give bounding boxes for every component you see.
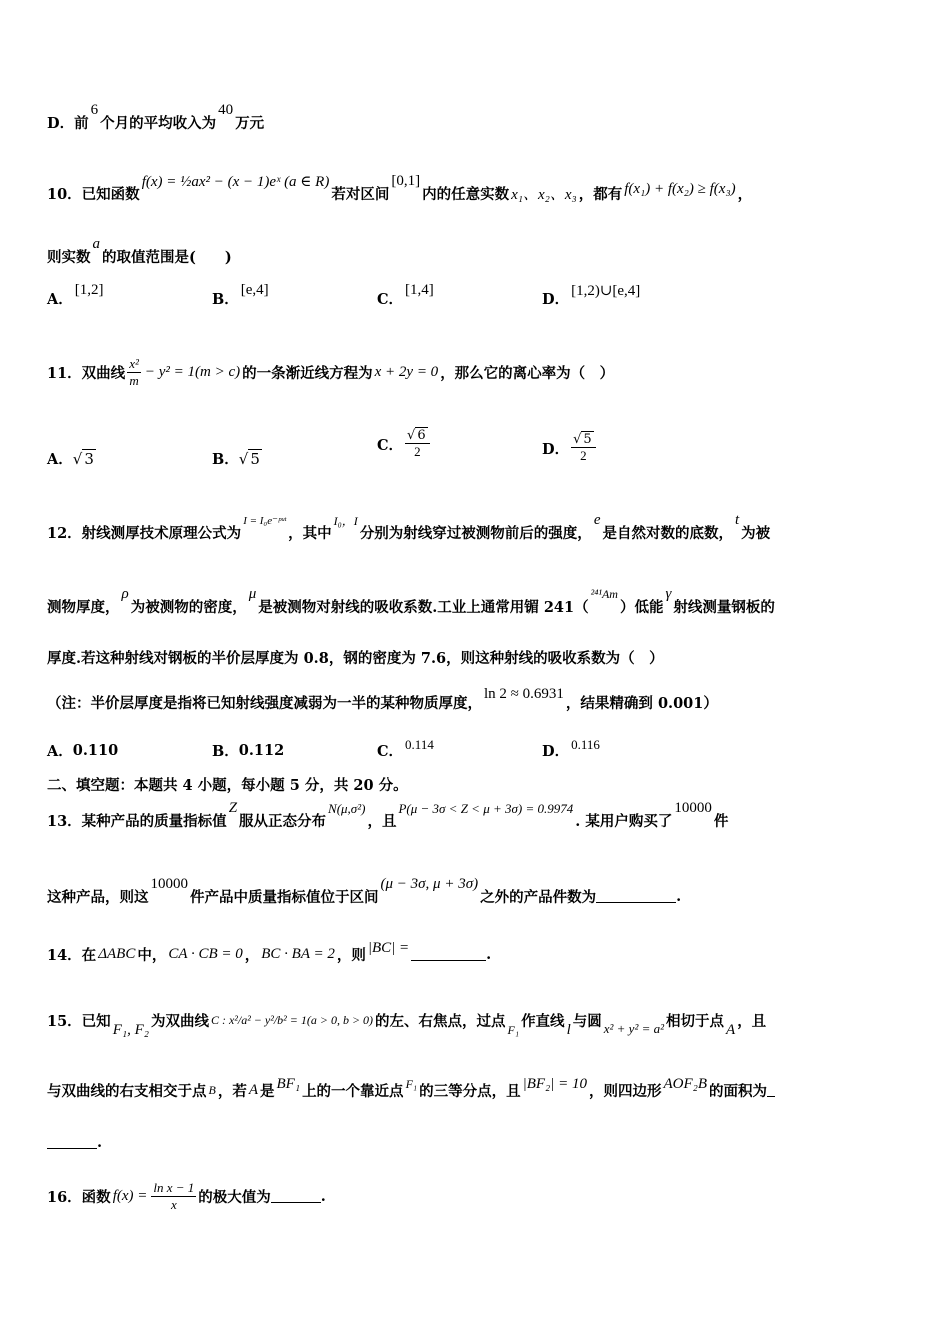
q9-d-months: 6 [90,102,99,118]
q12-vars: I₀，I [333,514,358,528]
q12-l2a: 测物厚度， [47,599,120,616]
q10-interval: [0,1] [391,173,421,189]
q14-stem [47,940,910,965]
q10-var-a: a [92,236,100,252]
q12-l2b: 为被测物的密度， [130,599,247,616]
q13-text-3: . 某用户购买了 [575,813,673,830]
q13-dist: N(μ,σ²) [328,800,366,816]
q13-z: Z [228,800,238,816]
q12-a-label: A． [47,743,73,760]
q11-b-value: 5 [250,449,260,468]
q14-text-2: ，则 [336,947,366,964]
q12-c-label: C． [377,743,404,760]
q13-l2a: 这种产品，则这 [47,889,149,906]
q11-b-sqrt: √ 5 [238,449,260,468]
q15-number: 15．已知 [47,1013,111,1030]
q13-text-2: ，且 [367,813,397,830]
q16-stem [47,1180,910,1213]
q11-c-label: C． [377,436,404,454]
q14-sep: ， [244,947,260,964]
q10-c-label: C． [377,291,404,308]
q10-c-value: [1,4] [405,282,434,298]
q14-number: 14．在 [47,947,97,964]
q11-frac-num: x² [129,356,139,371]
q11-d-den: 2 [580,448,587,463]
q13-l2b: 件产品中质量指标值位于区间 [190,889,379,906]
q16-frac-num: ln x − 1 [153,1180,195,1195]
q11-d-frac [571,432,596,464]
q11-fraction [127,356,141,389]
q15-foci: F₁, F₂ [112,1022,149,1038]
q12-formula: I = I₀e⁻ᵖᵘᵗ [243,515,287,527]
q16-number: 16．函数 [47,1189,111,1206]
q11-frac-den: m [129,373,139,388]
q12-stem [47,512,910,543]
q10-option-d[interactable] [542,283,642,309]
q16-lhs: f(x) = [112,1188,148,1204]
q11-option-a[interactable] [47,448,96,469]
q13-l2c: 之外的产品件数为 [480,889,597,906]
q13-answer-blank[interactable] [596,890,676,903]
q11-number: 11．双曲线 [47,365,126,382]
q13-text-1: 服从正态分布 [239,813,327,830]
q12-am: ²⁴¹Am [590,587,618,601]
q14-text-1: 中， [137,947,167,964]
q9-d-text: 个月的平均收入为 [100,115,217,132]
q13-number: 13．某种产品的质量指标值 [47,813,227,830]
q15-circle: x² + y² = a² [603,1020,665,1036]
q10-stem-line2 [47,236,910,267]
q13-line2 [47,876,910,907]
q12-d-label: D． [542,743,570,760]
q15-l2f: ，则四边形 [589,1083,662,1100]
q10-function: f(x) = ½ax² − (x − 1)eˣ (a ∈ R) [141,174,330,190]
q14-answer-blank[interactable] [411,948,486,961]
q12-l2c: 是被测物对射线的吸收系数.工业上通常用镅 241（ [258,599,589,616]
q10-stem [47,173,910,204]
q14-eq2: BC · BA = 2 [261,946,335,962]
q11-a-label: A． [47,451,73,468]
q15-text-4: 与圆 [572,1013,602,1030]
q11-d-label: D． [542,440,570,458]
q9-option-d [47,102,910,133]
q12-l4a: （注：半价层厚度是指将已知射线强度减弱为一半的某种物质厚度， [47,695,482,712]
q11-c-num-val: 6 [417,428,426,443]
q15-text-3: 作直线 [521,1013,565,1030]
q12-l3: 厚度.若这种射线对钢板的半价层厚度为 0.8，钢的密度为 7.6，则这种射线的吸收系数为（ ） [47,650,664,667]
q12-line2 [47,586,910,617]
q13-range: (μ − 3σ, μ + 3σ) [380,876,479,892]
q10-b-value: [e,4] [240,282,269,298]
q12-option-a[interactable] [47,740,118,761]
q12-line4 [47,686,910,713]
q10-option-c[interactable] [377,282,436,309]
q13-n2: 10000 [150,876,188,892]
q11-stem [47,356,910,389]
q10-line2b: 的取值范围是( ) [102,249,232,266]
q15-l2c: 是 [260,1083,275,1100]
q11-text-2: ，那么它的离心率为（ ） [440,365,615,382]
q11-option-c[interactable] [377,428,432,460]
q13-n1: 10000 [674,800,712,816]
q12-option-b[interactable] [212,740,284,761]
q11-option-d[interactable] [542,432,598,464]
q11-c-den: 2 [414,444,421,459]
q9-d-income: 40 [218,102,234,118]
q12-rho: ρ [121,586,129,602]
q15-point-a: A [726,1022,736,1038]
section-2-title: 二、填空题：本题共 4 小题，每小题 5 分，共 20 分。 [47,777,408,794]
q15-f1: F₁ [507,1023,520,1037]
q11-text-1: 的一条渐近线方程为 [242,365,373,382]
q11-d-num-val: 5 [583,432,592,447]
q15-l2e: 的三等分点，且 [419,1083,521,1100]
q15-bf1: BF₁ [276,1076,301,1092]
q12-number: 12．射线测厚技术原理公式为 [47,525,242,542]
q11-a-sqrt: √ 3 [72,449,94,468]
q15-quad: AOF₂B [663,1076,708,1092]
q12-text-4: 为被 [741,525,771,542]
q9-d-label: D．前 [47,115,89,132]
q15-answer-blank[interactable] [47,1136,97,1149]
q15-l2a: 与双曲线的右支相交于点 [47,1083,207,1100]
q12-t: t [734,512,740,528]
q10-vars: x₁、x₂、x₃ [511,187,577,203]
q11-option-b[interactable] [212,448,262,469]
q10-inequality: f(x₁) + f(x₂) ≥ f(x₃) [624,181,736,197]
q15-text-2: 的左、右焦点，过点 [375,1013,506,1030]
q13-prob: P(μ − 3σ < Z < μ + 3σ) = 0.9974 [398,800,574,816]
q10-a-label: A． [47,291,73,308]
q16-answer-blank[interactable] [271,1190,321,1203]
q15-point-a2: A [248,1082,259,1098]
q12-mu: μ [248,586,257,602]
q15-l2d: 上的一个靠近点 [302,1083,404,1100]
q15-line3 [47,1134,910,1151]
q14-triangle: ΔABC [98,946,136,962]
q10-a-value: [1,2] [74,282,104,298]
q11-asymptote: x + 2y = 0 [374,364,439,380]
q10-d-label: D． [542,291,570,308]
q10-text-4: ， [737,186,753,203]
q15-end: . [97,1134,103,1151]
q12-l2e: 射线测量钢板的 [673,599,775,616]
q15-l: l [566,1022,571,1038]
q15-f1b: F₁ [405,1077,418,1091]
q12-line3 [47,647,910,668]
q10-text-3: ，都有 [578,186,623,203]
q10-d-value: [1,2)∪[e,4] [571,283,641,299]
q16-frac-den: x [170,1197,177,1212]
q9-d-unit: 万元 [235,115,265,132]
q15-l2b: ，若 [217,1083,247,1100]
q13-text-4: 件 [713,813,729,830]
q11-equation: − y² = 1(m > c) [144,364,241,380]
q12-gamma: γ [665,586,672,602]
q11-d-num: √ 5 [571,432,596,448]
q15-bf2: |BF₂| = 10 [522,1076,587,1092]
q15-text-5: 相切于点 [666,1013,725,1030]
q15-curve: C : x²/a² − y²/b² = 1(a > 0, b > 0) [210,1013,374,1027]
q15-text-1: 为双曲线 [150,1013,209,1030]
q12-text-2: 分别为射线穿过被测物前后的强度， [359,525,592,542]
q10-option-a[interactable] [47,282,106,309]
q12-e: e [593,512,601,528]
q13-stem [47,800,910,831]
q12-d-value: 0.116 [571,736,600,752]
q12-text-3: 是自然对数的底数， [602,525,733,542]
q10-line2a: 则实数 [47,249,91,266]
q15-line2 [47,1076,910,1101]
q14-end: . [486,946,492,963]
q16-text-1: 的极大值为 [198,1189,271,1206]
q11-c-frac [405,428,430,460]
q11-c-num: √ 6 [405,428,430,444]
q12-l4b: ，结果精确到 0.001） [565,695,718,712]
q13-end: . [676,888,682,905]
q12-a-value: 0.110 [72,742,119,759]
q12-l2d: ）低能 [619,599,664,616]
q10-text-1: 若对区间 [331,186,390,203]
q12-text-1: ，其中 [288,525,332,542]
q10-text-2: 内的任意实数 [422,186,510,203]
q12-b-value: 0.112 [238,742,285,759]
q10-number: 10．已知函数 [47,186,140,203]
q16-end: . [320,1188,326,1205]
q15-point-b: B [208,1083,216,1097]
section-2-heading [47,774,910,795]
q15-l2g: 的面积为 [709,1083,768,1100]
q12-option-c[interactable] [377,736,436,761]
q11-a-value: 3 [84,449,94,468]
q12-c-value: 0.114 [405,736,434,752]
q12-b-label: B． [212,743,239,760]
q10-b-label: B． [212,291,239,308]
q14-eq1: CA · CB = 0 [168,946,243,962]
q16-fraction [151,1180,196,1213]
q15-text-6: ，且 [737,1013,767,1030]
q15-answer-blank-start[interactable] [767,1084,775,1097]
q11-b-label: B． [212,451,239,468]
q12-ln2: ln 2 ≈ 0.6931 [484,686,564,702]
q10-option-b[interactable] [212,282,271,309]
q15-stem [47,1010,910,1038]
q14-abs: |BC| = [367,940,410,956]
q12-option-d[interactable] [542,736,602,761]
